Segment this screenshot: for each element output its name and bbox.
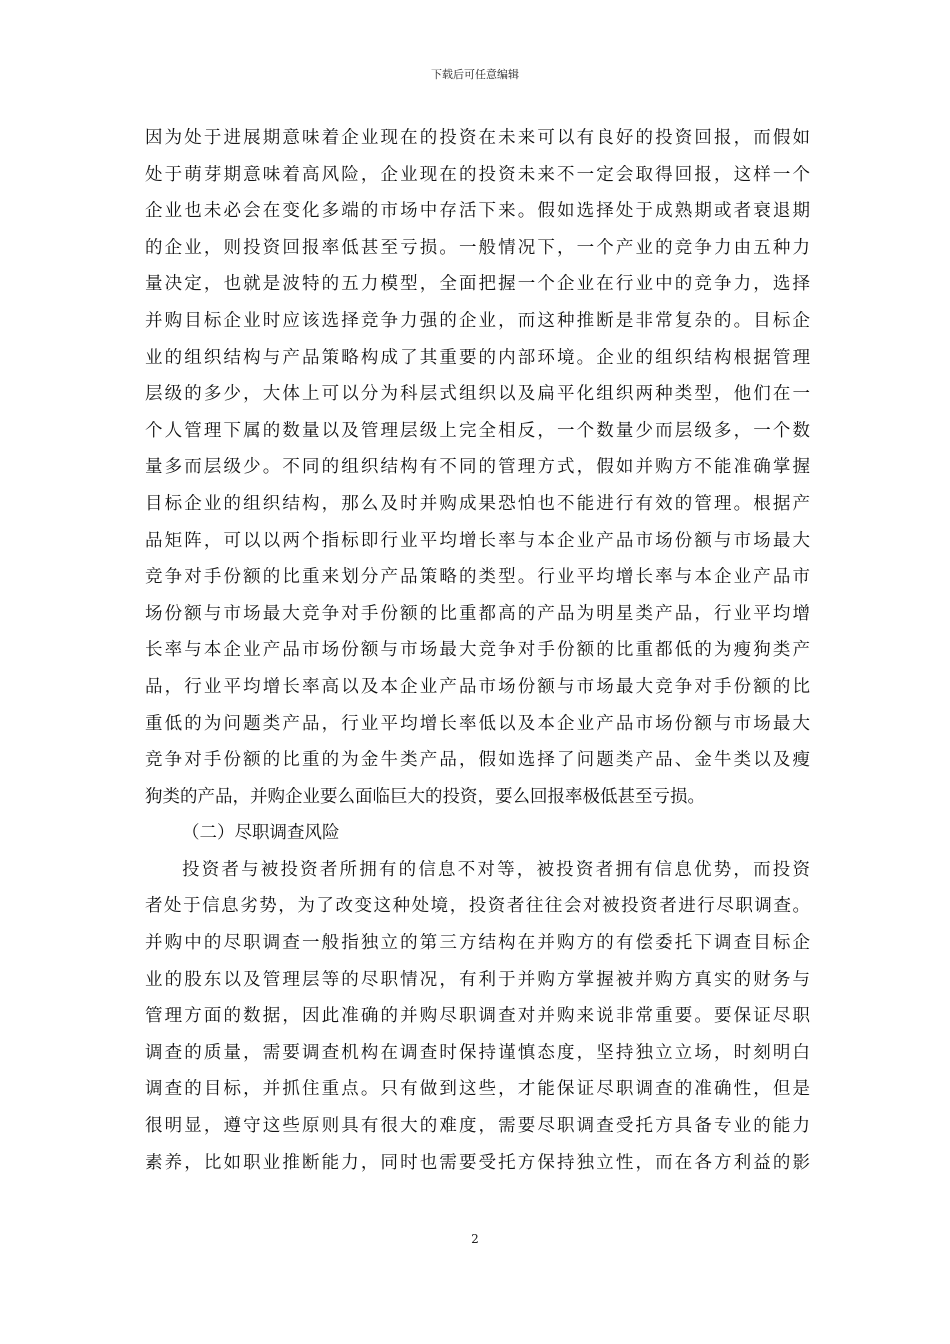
body-line: 品，行业平均增长率高以及本企业产品市场份额与市场最大竞争对手份额的比 <box>145 676 810 697</box>
body-line: 品矩阵，可以以两个指标即行业平均增长率与本企业产品市场份额与市场最大 <box>145 530 810 551</box>
body-line: 调查的质量，需要调查机构在调查时保持谨慎态度，坚持独立立场，时刻明白 <box>145 1042 810 1063</box>
body-line: 竞争对手份额的比重来划分产品策略的类型。行业平均增长率与本企业产品市 <box>145 567 810 588</box>
body-line: 企业也未必会在变化多端的市场中存活下来。假如选择处于成熟期或者衰退期 <box>145 201 810 222</box>
body-line: 狗类的产品，并购企业要么面临巨大的投资，要么回报率极低甚至亏损。 <box>145 786 705 807</box>
page-number: 2 <box>471 1232 479 1246</box>
body-line: 目标企业的组织结构，那么及时并购成果恐怕也不能进行有效的管理。根据产 <box>145 493 810 514</box>
body-line: 重低的为问题类产品，行业平均增长率低以及本企业产品市场份额与市场最大 <box>145 713 810 734</box>
body-line: 处于萌芽期意味着高风险，企业现在的投资未来不一定会取得回报，这样一个 <box>145 164 810 185</box>
page-header: 下载后可任意编辑 <box>431 68 519 81</box>
body-line: 因为处于进展期意味着企业现在的投资在未来可以有良好的投资回报，而假如 <box>145 128 810 148</box>
body-line: 并购中的尽职调查一般指独立的第三方结构在并购方的有偿委托下调查目标企 <box>145 933 810 954</box>
body-line: 者处于信息劣势，为了改变这种处境，投资者往往会对被投资者进行尽职调查。 <box>145 896 810 917</box>
body-line: 调查的目标，并抓住重点。只有做到这些，才能保证尽职调查的准确性，但是 <box>145 1079 810 1100</box>
body-line: 长率与本企业产品市场份额与市场最大竞争对手份额的比重都低的为瘦狗类产 <box>145 640 810 661</box>
body-line: 层级的多少，大体上可以分为科层式组织以及扁平化组织两种类型，他们在一 <box>145 384 810 405</box>
body-line: 业的组织结构与产品策略构成了其重要的内部环境。企业的组织结构根据管理 <box>145 347 810 368</box>
body-line: 量多而层级少。不同的组织结构有不同的管理方式，假如并购方不能准确掌握 <box>145 457 810 478</box>
section-heading: （二）尽职调查风险 <box>182 823 340 844</box>
body-line: 投资者与被投资者所拥有的信息不对等，被投资者拥有信息优势，而投资 <box>182 859 810 880</box>
body-line: 管理方面的数据，因此准确的并购尽职调查对并购来说非常重要。要保证尽职 <box>145 1006 810 1027</box>
body-line: 的企业，则投资回报率低甚至亏损。一般情况下，一个产业的竞争力由五种力 <box>145 237 810 258</box>
body-line: 业的股东以及管理层等的尽职情况，有利于并购方掌握被并购方真实的财务与 <box>145 969 810 990</box>
body-line: 素养，比如职业推断能力，同时也需要受托方保持独立性，而在各方利益的影 <box>145 1152 810 1173</box>
body-line: 很明显，遵守这些原则具有很大的难度，需要尽职调查受托方具备专业的能力 <box>145 1116 810 1137</box>
body-line: 竞争对手份额的比重的为金牛类产品，假如选择了问题类产品、金牛类以及瘦 <box>145 750 810 771</box>
body-line: 场份额与市场最大竞争对手份额的比重都高的产品为明星类产品，行业平均增 <box>145 603 810 624</box>
document-body <box>145 120 810 1181</box>
body-line: 量决定，也就是波特的五力模型，全面把握一个企业在行业中的竞争力，选择 <box>145 274 810 295</box>
body-line: 个人管理下属的数量以及管理层级上完全相反，一个数量少而层级多，一个数 <box>145 420 810 441</box>
body-line: 并购目标企业时应该选择竞争力强的企业，而这种推断是非常复杂的。目标企 <box>145 310 810 331</box>
